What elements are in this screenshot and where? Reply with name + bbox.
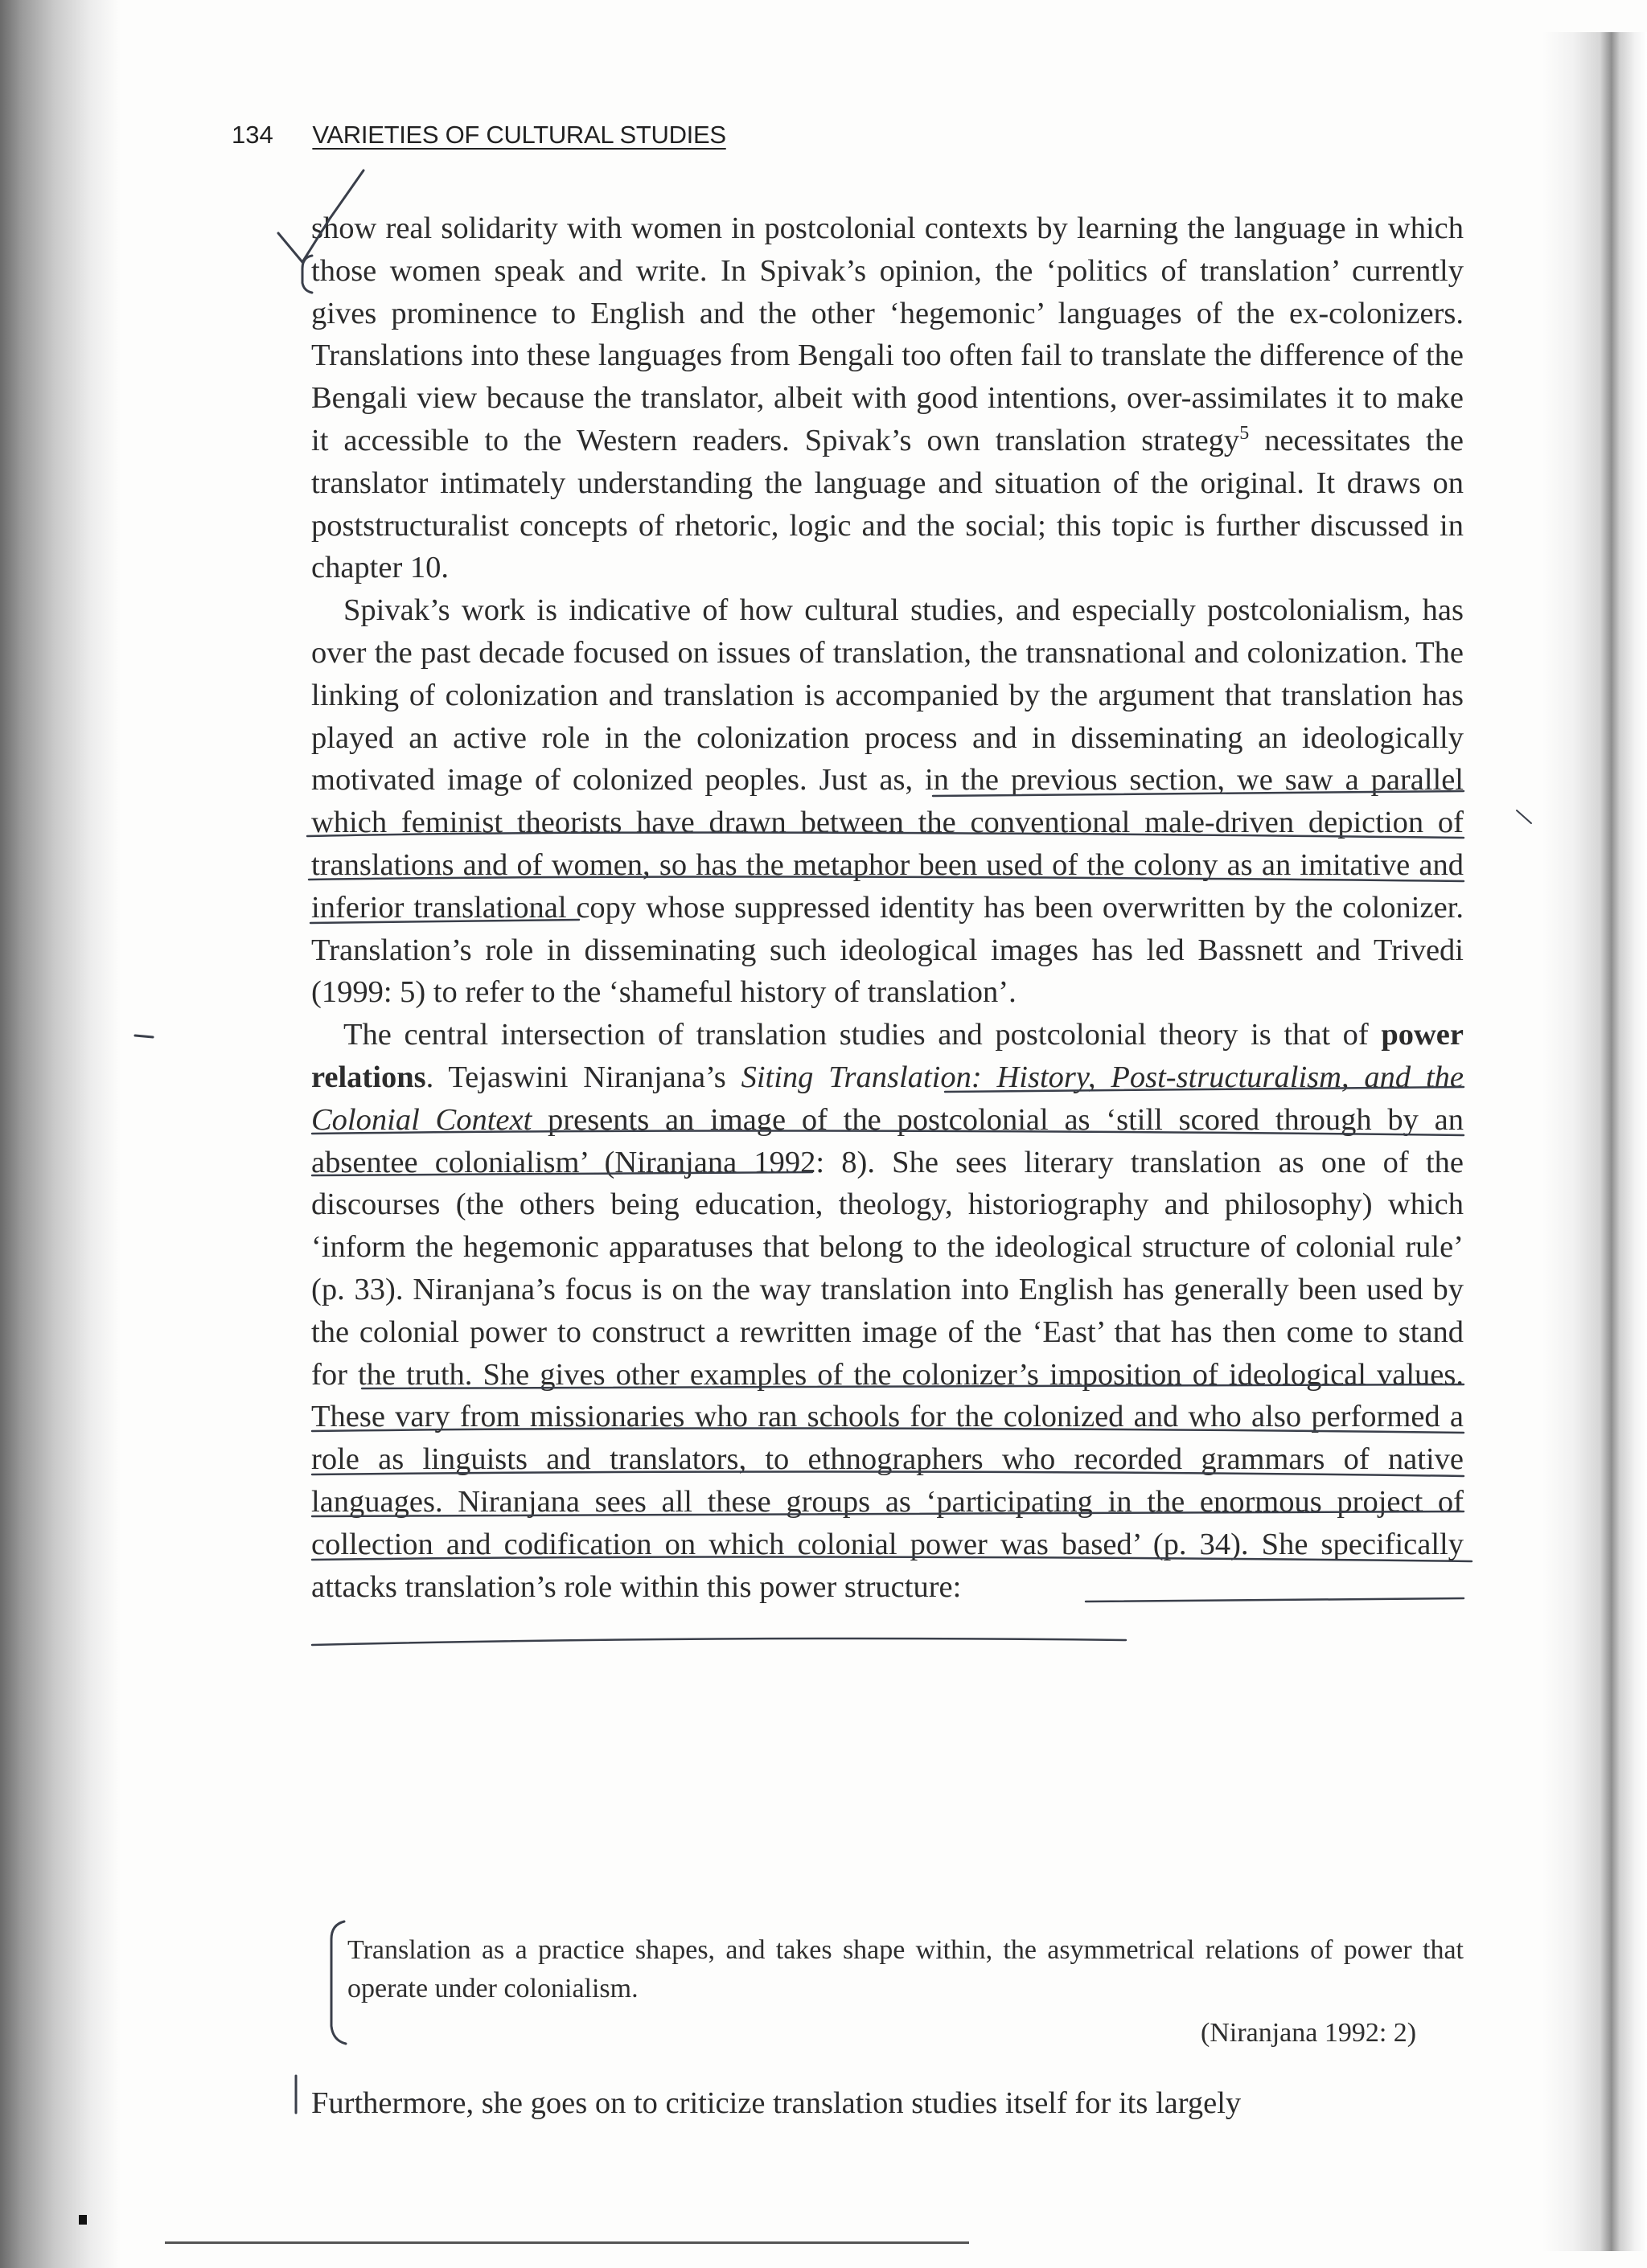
- paragraph-3-part2: . Tejaswini Niranjana’s: [425, 1060, 741, 1094]
- page-header: [232, 121, 726, 150]
- footnote-marker: 5: [1239, 423, 1250, 445]
- paragraph-1: [311, 207, 1464, 589]
- running-title: VARIETIES OF CULTURAL STUDIES: [312, 121, 726, 149]
- margin-dash-annotation: [135, 1036, 153, 1037]
- bottom-mark: [79, 2215, 87, 2225]
- margin-dash-annotation: [1517, 810, 1531, 823]
- paragraph-3: [311, 1014, 1464, 1608]
- block-quote: Translation as a practice shapes, and takes shape within, the asymmetrical relations of power that operate under colonialism.: [347, 1935, 1464, 2003]
- bottom-rule: [165, 2241, 969, 2244]
- book-title: Siting Translation: History, Post-structuralism, and the Colonial Context: [311, 1060, 1464, 1137]
- paragraph-1-text-after: necessitates the translator intimately understanding the language and situation of the original. It draws on poststructuralist concepts of rhetoric, logic and the social; this topic is further discussed in chapter 10.: [311, 423, 1464, 585]
- page-number: 134: [232, 121, 273, 149]
- page-edge-shadow: [1542, 32, 1647, 2251]
- paragraph-2: Spivak’s work is indicative of how cultural studies, and especially postcolonialism, has over the past decade focused on issues of translation, the transnational and colonization. The linking of colonization and translation is accompanied by the argument that translation has played an active role in the colonization process and in disseminating an ideologically motivated image of colonized peoples. Just as, in the previous section, we saw a parallel which feminist theorists have drawn between the conventional male-driven depiction of translations and of women, so has the metaphor been used of the colony as an imitative and inferior translational copy whose suppressed identity has been overwritten by the colonizer. Translation’s role in disseminating such ideological images has led Bassnett and Trivedi (1999: 5) to refer to the ‘shameful history of translation’.: [311, 593, 1464, 1010]
- paragraph-3-part3: presents an image of the postcolonial as ‘still scored through by an absentee colonialism’ (Niranjana 1992: 8). She sees literary translation as one of the discourses (the others being education, theology, historiography and philosophy) which ‘inform the hegemonic apparatuses that belong to the ideological structure of colonial rule’ (p. 33). Niranjana’s focus is on the way translation into English has generally been used by the colonial power to construct a rewritten image of the ‘East’ that has then come to stand for the truth. She gives other examples of the colonizer’s imposition of ideological values. These vary from missionaries who ran schools for the colonized and who also performed a role as linguists and translators, to ethnographers who recorded grammars of native languages. Niranjana sees all these groups as ‘participating in the enormous project of collection and codification on which colonial power was based’ (p. 34). She specifically attacks translation’s role within this power structure:: [311, 1102, 1464, 1604]
- paragraph-1-text: show real solidarity with women in postcolonial contexts by learning the language in which those women speak and write. In Spivak’s opinion, the ‘politics of translation’ currently gives prominence to English and the other ‘hegemonic’ languages of the ex-colonizers. Translations into these languages from Bengali too often fail to translate the difference of the Bengali view because the translator, albeit with good intentions, over-assimilates it to make it accessible to the Western readers. Spivak’s own translation strategy: [311, 211, 1464, 457]
- book-binding-shadow: [0, 0, 121, 2268]
- bold-term: power relations: [311, 1018, 1464, 1094]
- continuation-line: Furthermore, she goes on to criticize translation studies itself for its largely: [311, 2086, 1242, 2120]
- underline-annotation: [312, 1638, 1126, 1645]
- quote-bracket-annotation: [331, 1921, 346, 2044]
- block-quote-citation: (Niranjana 1992: 2): [1201, 2018, 1417, 2048]
- paragraph-3-part1: The central intersection of translation studies and postcolonial theory is that of: [343, 1018, 1382, 1052]
- body-text: [311, 207, 1464, 1608]
